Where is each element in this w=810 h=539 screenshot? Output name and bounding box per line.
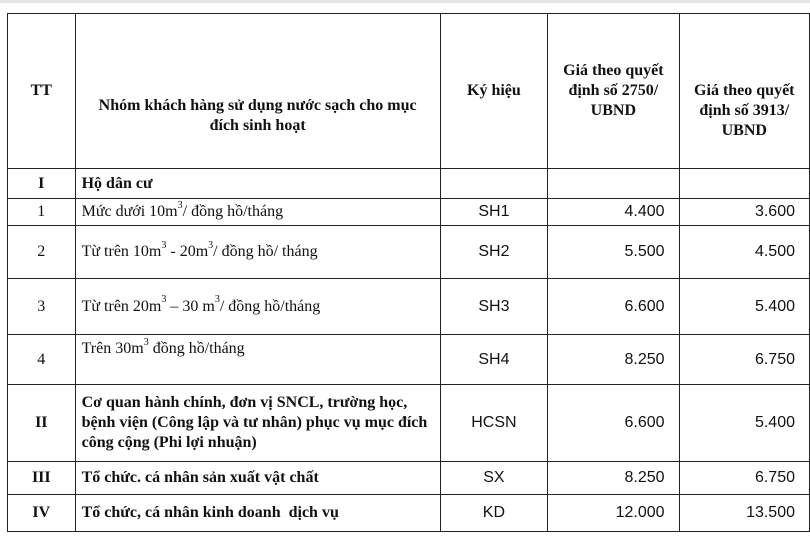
header-customer-group: Nhóm khách hàng sử dụng nước sạch cho mục đích sinh hoạt	[75, 14, 440, 169]
table-row	[8, 226, 810, 279]
section-row-III	[8, 462, 810, 495]
header-tt: TT	[8, 14, 76, 169]
row-price-2750: 5.500	[548, 226, 679, 279]
row-symbol: SH2	[440, 226, 547, 279]
section-price-2750: 8.250	[548, 462, 679, 495]
header-price-2750: Giá theo quyết định số 2750/ UBND	[548, 14, 679, 169]
section-row-I	[8, 169, 810, 199]
row-tt: 3	[8, 279, 76, 335]
section-price-3913: 13.500	[679, 495, 809, 532]
table-header-row	[8, 14, 810, 169]
section-tt: IV	[8, 495, 76, 532]
row-price-3913: 6.750	[679, 335, 809, 385]
row-symbol: SH3	[440, 279, 547, 335]
header-price-3913: Giá theo quyết định số 3913/ UBND	[679, 14, 809, 169]
row-tt: 2	[8, 226, 76, 279]
section-price-2750: 6.600	[548, 385, 679, 462]
section-name: Tổ chức. cá nhân sản xuất vật chất	[75, 462, 440, 495]
table-row	[8, 335, 810, 385]
section-row-IV	[8, 495, 810, 532]
section-price-3913: 6.750	[679, 462, 809, 495]
row-price-3913: 5.400	[679, 279, 809, 335]
page-top-border	[0, 0, 810, 3]
water-price-table	[7, 13, 810, 532]
header-symbol: Ký hiệu	[440, 14, 547, 169]
row-symbol: SH4	[440, 335, 547, 385]
section-tt: III	[8, 462, 76, 495]
section-symbol: SX	[440, 462, 547, 495]
section-symbol: HCSN	[440, 385, 547, 462]
section-name: Tổ chức, cá nhân kinh doanh dịch vụ	[75, 495, 440, 532]
row-name: Mức dưới $10m^3/$ đồng hồ/tháng	[75, 199, 440, 226]
row-tt: 4	[8, 335, 76, 385]
section-tt: I	[8, 169, 76, 199]
table-row	[8, 279, 810, 335]
section-name: Cơ quan hành chính, đơn vị SNCL, trường học, bệnh viện (Công lập và tư nhân) phục vụ mục đích công cộng (Phi lợi nhuận)	[75, 385, 440, 462]
row-price-2750: 6.600	[548, 279, 679, 335]
row-symbol: SH1	[440, 199, 547, 226]
row-price-3913: 3.600	[679, 199, 809, 226]
row-price-3913: 4.500	[679, 226, 809, 279]
row-name: Trên $30m^3$ đồng hồ/tháng	[75, 335, 440, 385]
table-row	[8, 199, 810, 226]
row-name: Từ trên $10m^3 - 20m^3/$ đồng hồ/ tháng	[75, 226, 440, 279]
section-price-3913: 5.400	[679, 385, 809, 462]
row-name: Từ trên $20m^3 - 30$ $m^3/$ đồng hồ/tháng	[75, 279, 440, 335]
row-price-2750: 4.400	[548, 199, 679, 226]
section-symbol: KD	[440, 495, 547, 532]
section-price-2750: 12.000	[548, 495, 679, 532]
section-tt: II	[8, 385, 76, 462]
row-tt: 1	[8, 199, 76, 226]
section-row-II	[8, 385, 810, 462]
row-price-2750: 8.250	[548, 335, 679, 385]
section-name: Hộ dân cư	[75, 169, 440, 199]
